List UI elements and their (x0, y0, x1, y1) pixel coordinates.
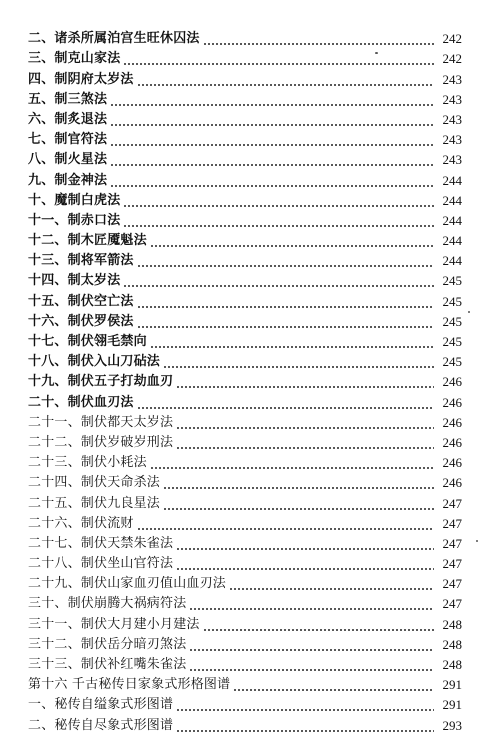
dot-leader (176, 554, 434, 574)
toc-entry-title: 二、秘传自尽象式形图谱 (28, 717, 174, 733)
dot-leader (203, 615, 434, 635)
dot-leader (110, 130, 434, 150)
toc-entry-page: 246 (442, 414, 462, 430)
toc-entry-page: 242 (442, 51, 462, 67)
dot-leader (163, 473, 434, 493)
toc-entry (28, 655, 462, 675)
toc-entry (28, 130, 462, 150)
dot-leader (163, 494, 434, 514)
dot-leader (150, 231, 434, 251)
toc-entry-page: 245 (442, 293, 462, 309)
toc-entry-title: 二十五、制伏九良星法 (28, 495, 161, 511)
toc-entry-page: 245 (442, 334, 462, 349)
toc-entry (28, 291, 462, 311)
toc-entry (28, 614, 462, 634)
toc-entry-page: 246 (442, 394, 462, 410)
toc-entry-page: 291 (442, 677, 462, 693)
dot-leader (176, 695, 434, 715)
toc-entry-page: 246 (442, 455, 462, 471)
toc-entry (28, 675, 462, 695)
toc-entry (28, 191, 462, 211)
toc-entry (28, 433, 462, 453)
dot-leader (189, 594, 434, 614)
toc-entry (28, 473, 462, 493)
dot-leader (137, 393, 434, 413)
toc-entry (28, 69, 462, 89)
dot-leader (137, 514, 434, 534)
dot-leader (163, 352, 434, 372)
toc-entry (28, 332, 462, 352)
toc-entry-title: 四、制阴府太岁法 (28, 71, 134, 87)
toc-entry-title: 七、制官符法 (28, 132, 108, 148)
toc-entry (28, 49, 462, 69)
toc-entry (28, 150, 462, 170)
toc-entry-page: 247 (442, 495, 462, 511)
dot-leader (150, 453, 434, 473)
dot-leader (137, 70, 434, 90)
toc-entry (28, 695, 462, 715)
toc-entry (28, 110, 462, 130)
toc-entry-title: 一、秘传自缢象式形图谱 (28, 697, 174, 713)
dot-leader (123, 191, 434, 211)
toc-entry-title: 十四、制太岁法 (28, 273, 121, 289)
toc-entry-title: 十二、制木匠魇魁法 (28, 233, 147, 249)
toc-entry-title: 十七、制伏翎毛禁向 (28, 334, 147, 349)
toc-entry-title: 十三、制将军箭法 (28, 253, 134, 269)
toc-entry (28, 534, 462, 554)
toc-entry-page: 247 (442, 596, 462, 612)
toc-entry-page: 246 (442, 434, 462, 450)
dot-leader (176, 716, 434, 736)
toc-entry (28, 312, 462, 332)
toc-entry-title: 二十、制伏血刃法 (28, 394, 134, 410)
toc-entry (28, 352, 462, 372)
toc-entry-title: 三十一、制伏大月建小月建法 (28, 616, 200, 632)
dot-leader (123, 49, 434, 69)
toc-entry-page: 244 (442, 172, 462, 188)
toc-entry-title: 六、制炙退法 (28, 111, 108, 127)
toc-entry-page: 243 (442, 132, 462, 148)
toc-entry-title: 三十、制伏崩腾大祸病符法 (28, 596, 187, 612)
dot-leader (123, 271, 434, 291)
toc-entry-title: 十一、制赤口法 (28, 212, 121, 228)
dot-leader (150, 332, 434, 352)
dot-leader (176, 372, 434, 392)
toc-entry-title: 十九、制伏五子打劫血刃 (28, 374, 174, 390)
toc-entry-title: 二十一、制伏都天太岁法 (28, 414, 174, 430)
toc-entry-title: 三十三、制伏补红嘴朱雀法 (28, 657, 187, 672)
toc-entry (28, 29, 462, 49)
toc-entry-page: 291 (442, 697, 462, 713)
toc-entry-title: 十、魔制白虎法 (28, 192, 121, 208)
dot-leader (123, 211, 434, 231)
dot-leader (189, 635, 434, 655)
dot-leader (110, 110, 434, 130)
dot-leader (110, 171, 434, 191)
dot-leader (176, 413, 434, 433)
dot-leader (233, 675, 434, 695)
toc-entry-page: 247 (442, 576, 462, 592)
toc-entry (28, 594, 462, 614)
dot-leader (203, 29, 434, 49)
toc-entry-page: 244 (442, 212, 462, 228)
toc-entry-title: 二十二、制伏岁破岁刑法 (28, 434, 174, 450)
toc-entry-title: 三十二、制伏岳分暗刃煞法 (28, 636, 187, 652)
toc-entry-title: 二十四、制伏天命杀法 (28, 475, 161, 491)
dot-leader (176, 433, 434, 453)
toc-entry-page: 248 (442, 636, 462, 652)
dot-leader (176, 534, 434, 554)
toc-entry (28, 392, 462, 412)
toc-entry-title: 二十三、制伏小耗法 (28, 455, 147, 471)
toc-entry (28, 170, 462, 190)
toc-entry-page: 245 (442, 273, 462, 289)
toc-entry (28, 635, 462, 655)
toc-entry-title: 八、制火星法 (28, 152, 108, 168)
toc-entry-page: 243 (442, 111, 462, 127)
toc-entry (28, 554, 462, 574)
toc-entry-page: 243 (442, 152, 462, 168)
toc-entry (28, 251, 462, 271)
toc-entry-page: 247 (442, 535, 462, 551)
toc-entry-title: 十六、制伏罗侯法 (28, 313, 134, 329)
toc-entry-title: 九、制金神法 (28, 172, 108, 188)
toc-entry-title: 第十六 千古秘传日家象式形格图谱 (28, 677, 231, 693)
toc-entry-page: 242 (442, 31, 462, 47)
toc-entry-page: 248 (442, 657, 462, 672)
toc-entry-page: 293 (442, 717, 462, 733)
table-of-contents (28, 29, 462, 736)
toc-entry (28, 90, 462, 110)
toc-entry (28, 372, 462, 392)
toc-entry-page: 244 (442, 253, 462, 269)
scan-speck (468, 311, 470, 313)
dot-leader (137, 312, 434, 332)
toc-entry (28, 211, 462, 231)
toc-entry-page: 246 (442, 475, 462, 491)
toc-entry-page: 245 (442, 313, 462, 329)
toc-entry-page: 247 (442, 556, 462, 572)
dot-leader (229, 574, 434, 594)
toc-entry (28, 231, 462, 251)
scan-speck (375, 52, 378, 54)
toc-entry-page: 244 (442, 233, 462, 249)
toc-entry (28, 453, 462, 473)
toc-entry-page: 248 (442, 616, 462, 632)
toc-entry-page: 243 (442, 91, 462, 107)
toc-entry (28, 413, 462, 433)
toc-entry (28, 574, 462, 594)
scan-speck (476, 540, 478, 542)
toc-entry-page: 246 (442, 374, 462, 390)
toc-entry (28, 514, 462, 534)
dot-leader (110, 150, 434, 170)
toc-entry-page: 244 (442, 192, 462, 208)
toc-entry-title: 十八、制伏入山刀砧法 (28, 354, 161, 370)
toc-entry-page: 245 (442, 354, 462, 370)
toc-entry-title: 二、诸杀所属泊宫生旺休囚法 (28, 31, 200, 47)
dot-leader (189, 655, 434, 675)
toc-entry (28, 715, 462, 735)
toc-entry-title: 二十八、制伏坐山官符法 (28, 556, 174, 572)
dot-leader (110, 90, 434, 110)
toc-entry-title: 二十九、制伏山家血刃值山血刃法 (28, 576, 227, 592)
toc-entry-title: 二十七、制伏天禁朱雀法 (28, 535, 174, 551)
toc-entry-page: 243 (442, 71, 462, 87)
dot-leader (137, 251, 434, 271)
toc-entry (28, 493, 462, 513)
toc-entry-title: 五、制三煞法 (28, 91, 108, 107)
toc-entry-title: 十五、制伏空亡法 (28, 293, 134, 309)
toc-entry-title: 二十六、制伏流财 (28, 515, 134, 531)
toc-entry-page: 247 (442, 515, 462, 531)
toc-entry-title: 三、制克山家法 (28, 51, 121, 67)
dot-leader (137, 292, 434, 312)
toc-entry (28, 271, 462, 291)
